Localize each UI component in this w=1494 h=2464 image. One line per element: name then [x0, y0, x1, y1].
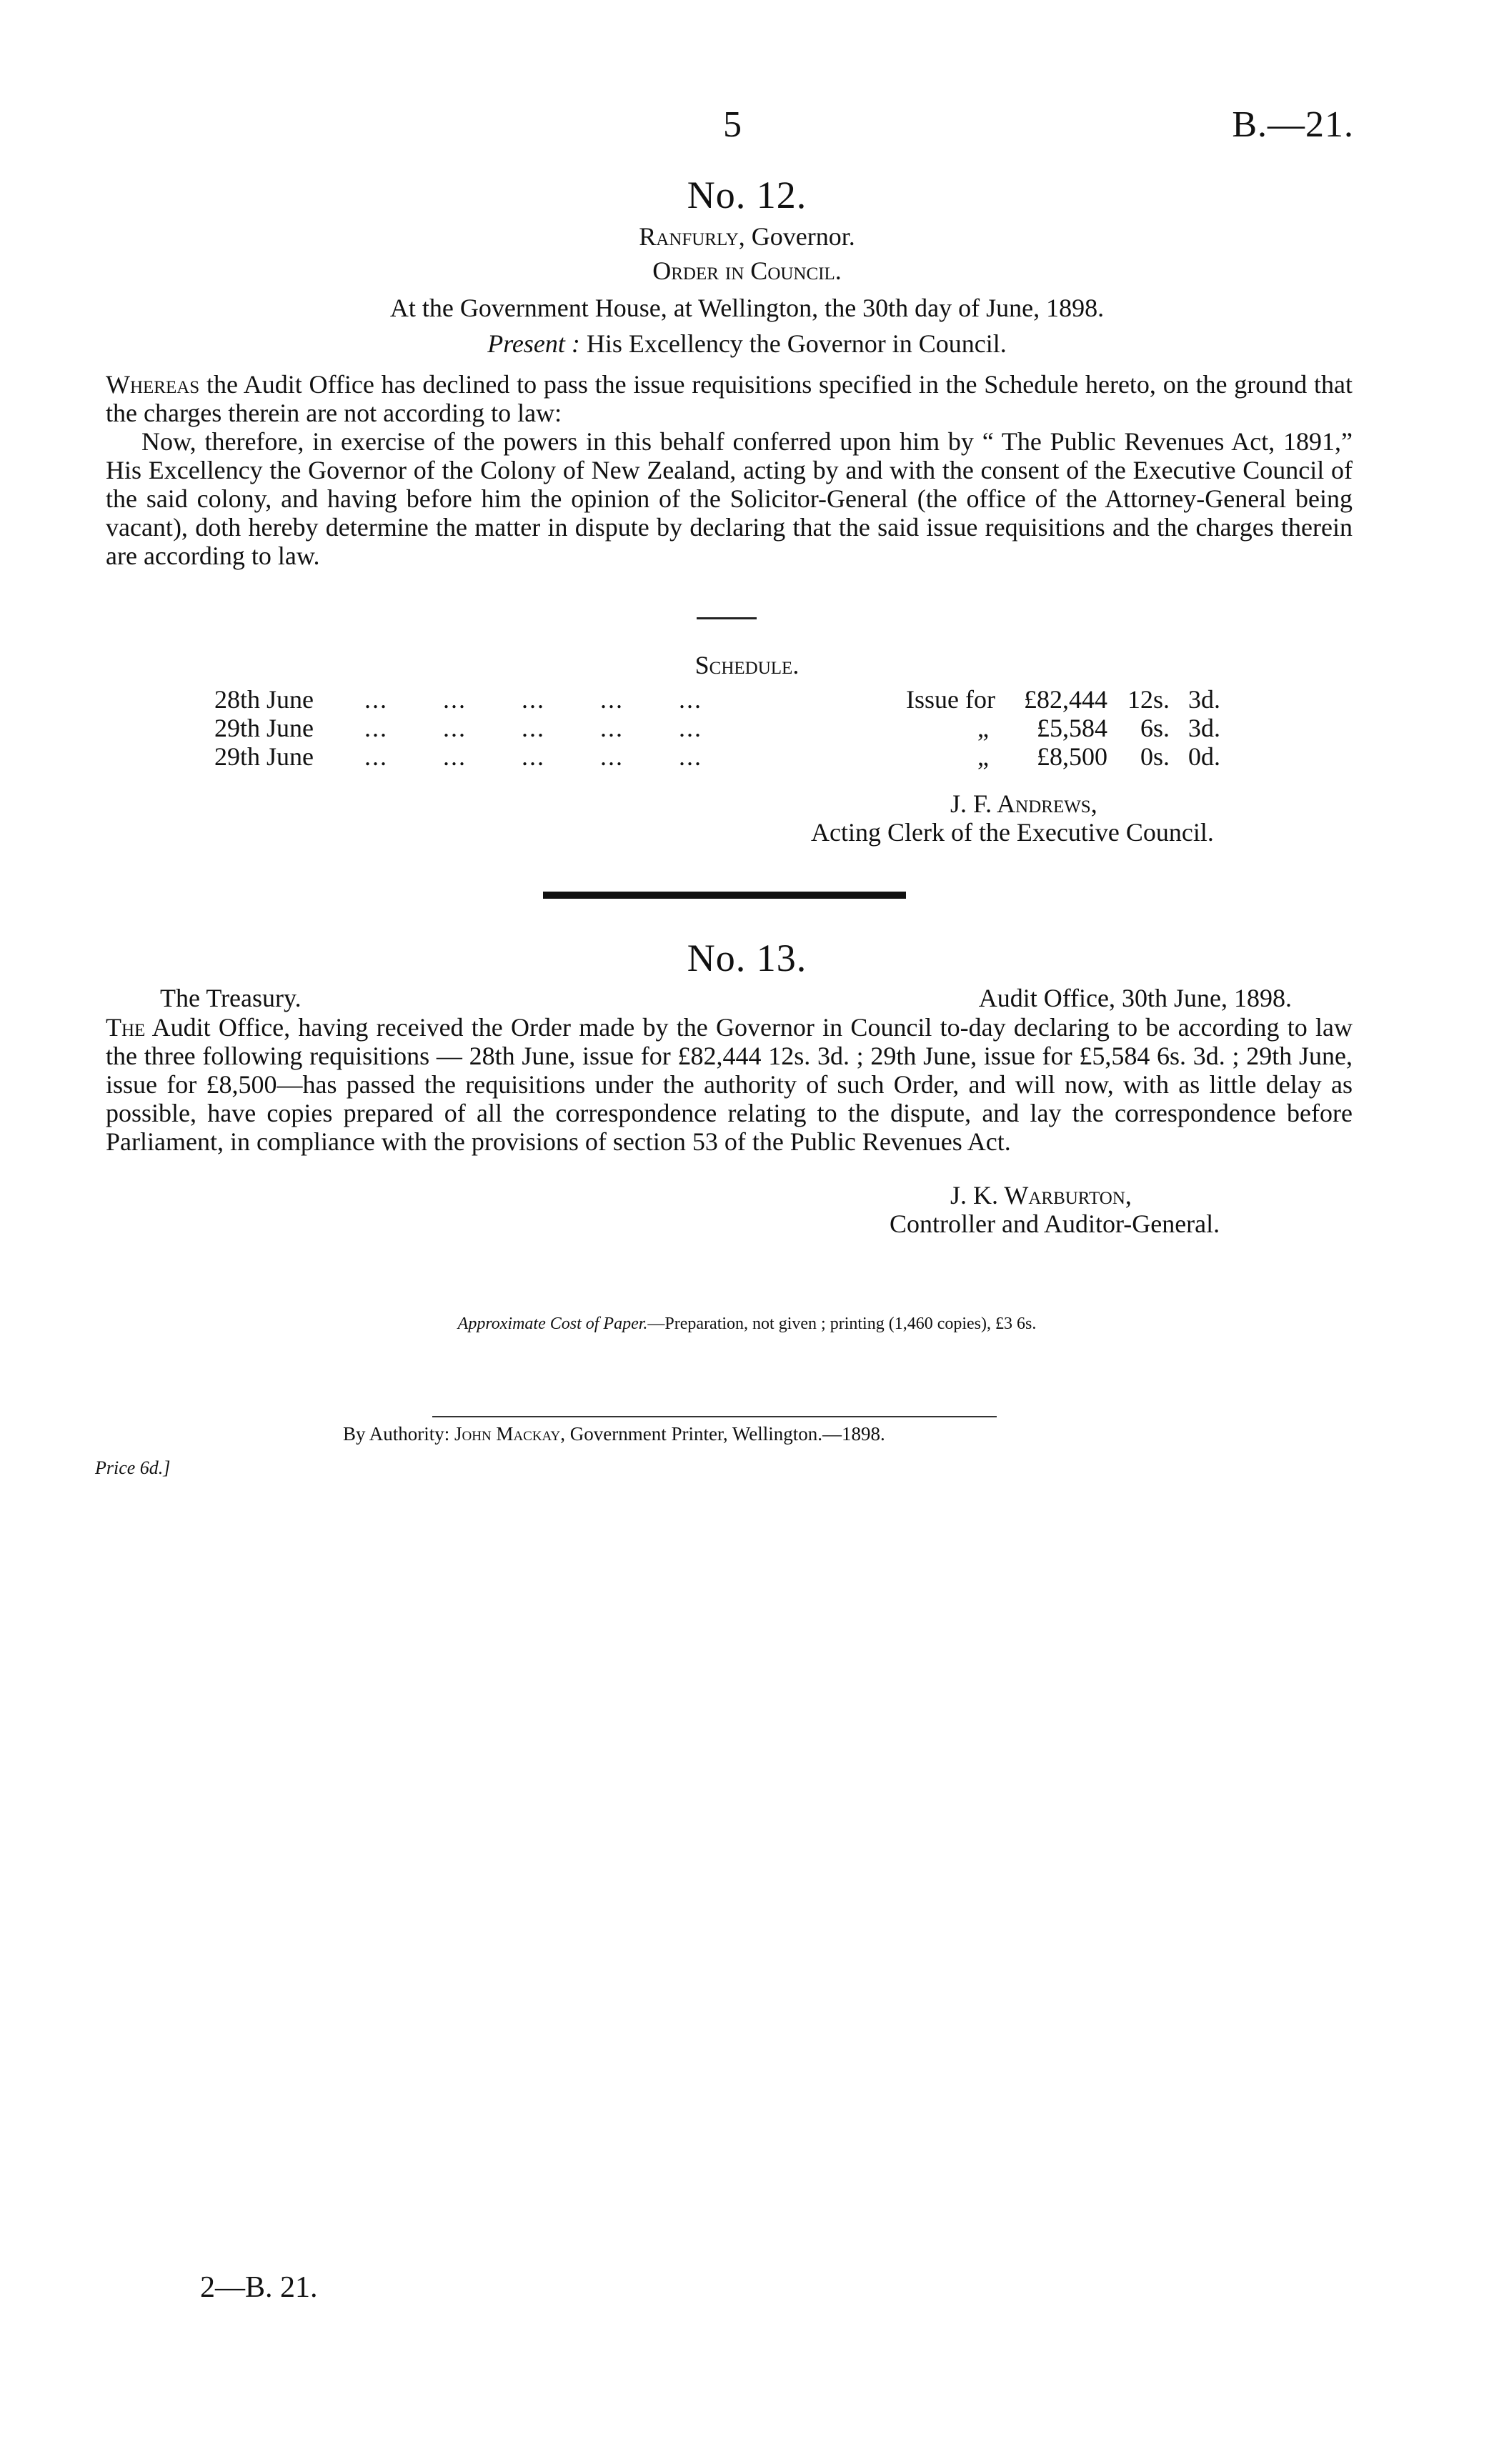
governor-line: [0, 221, 1494, 251]
schedule-pounds: £5,584: [1037, 714, 1107, 742]
schedule-pounds: £8,500: [1037, 742, 1107, 771]
signatory-title-warburton: Controller and Auditor-General.: [890, 1209, 1220, 1238]
signatory-title-andrews: Acting Clerk of the Executive Council.: [811, 818, 1214, 847]
schedule-date: 29th June: [214, 714, 314, 742]
schedule-row: [214, 684, 1250, 713]
series-number: B.—21.: [1232, 104, 1354, 145]
present-line: [0, 329, 1494, 359]
cost-line: [0, 1315, 1494, 1334]
whereas-paragraph: [106, 370, 1353, 427]
schedule-shillings: 0s.: [1140, 742, 1170, 771]
cost-text: —Preparation, not given ; printing (1,460 copies), £3 6s.: [647, 1315, 1037, 1333]
schedule-shillings: 12s.: [1127, 685, 1170, 714]
schedule-date: 29th June: [214, 742, 314, 771]
present-text: His Excellency the Governor in Council.: [586, 329, 1007, 358]
order-heading: Order in Council.: [652, 256, 842, 285]
schedule-issue: „: [977, 714, 989, 742]
schedule-heading: Schedule.: [694, 651, 800, 679]
schedule-pence: 3d.: [1188, 685, 1220, 714]
authority-prefix: By Authority:: [343, 1423, 450, 1445]
authority-line: [343, 1423, 885, 1445]
schedule-issue: „: [977, 742, 989, 771]
place-date: At the Government House, at Wellington, the 30th day of June, 1898.: [389, 294, 1105, 322]
schedule-pounds: £82,444: [1024, 685, 1107, 714]
authority-suffix: , Government Printer, Wellington.—1898.: [560, 1423, 885, 1445]
schedule-date: 28th June: [214, 685, 314, 714]
schedule-pence: 0d.: [1188, 742, 1220, 771]
governor-title: , Governor.: [738, 222, 855, 251]
price: Price 6d.]: [95, 1457, 171, 1478]
schedule-leader-dots: ... ... ... ... ...: [364, 742, 702, 771]
schedule-shillings: 6s.: [1140, 714, 1170, 742]
page-number: 5: [723, 104, 742, 145]
thick-section-rule: [543, 892, 906, 899]
whereas-word: Whereas: [106, 370, 200, 399]
no13-title: No. 13.: [687, 937, 807, 979]
footer-rule: [432, 1416, 997, 1417]
sender-date: Audit Office, 30th June, 1898.: [978, 984, 1292, 1012]
whereas-text: the Audit Office has declined to pass the issue requisitions specified in the Schedule hereto, on the ground that the charges therein are not according to law:: [106, 370, 1353, 427]
printer-name: John Mackay: [454, 1423, 561, 1445]
present-label: Present :: [487, 329, 580, 358]
schedule-leader-dots: ... ... ... ... ...: [364, 685, 702, 714]
signatory-name-andrews: J. F. Andrews,: [950, 789, 1097, 818]
the-word: The: [106, 1013, 146, 1042]
schedule-leader-dots: ... ... ... ... ...: [364, 714, 702, 742]
no13-body: [106, 1013, 1353, 1156]
schedule-row: [214, 742, 1250, 770]
now-therefore-paragraph: Now, therefore, in exercise of the powers in this behalf conferred upon him by “ The Public Revenues Act, 1891,” His Excellency the Governor of the Colony of New Zealand, acting by and with the consent of the Executive Council of the said colony, and having before him the opinion of the Solicitor-General (the office of the Attorney-General being vacant), doth hereby determine the matter in dispute by declaring that the said issue requisitions and the charges therein are according to law.: [106, 427, 1353, 570]
governor-name: Ranfurly: [639, 222, 739, 251]
schedule-issue: Issue for: [906, 685, 995, 714]
section-rule: [697, 617, 757, 619]
no12-title: No. 12.: [687, 174, 807, 216]
cost-label: Approximate Cost of Paper.: [457, 1315, 648, 1333]
schedule-pence: 3d.: [1188, 714, 1220, 742]
schedule-row: [214, 713, 1250, 742]
no13-body-text: Audit Office, having received the Order made by the Governor in Council to-day declaring to be according to law the three following requisitions — 28th June, issue for £82,444 12s. 3d. ; 29th June, issue for £5,584 6s. 3d. ; 29th June, issue for £8,500—has passed the requisitions under the authority of such Order, and will now, with as little delay as possible, have copies prepared of all the correspondence relating to the dispute, and lay the correspondence before Parliament, in compliance with the provisions of section 53 of the Public Revenues Act.: [106, 1013, 1353, 1156]
addressee: The Treasury.: [160, 984, 302, 1012]
signatory-name-warburton: J. K. Warburton,: [950, 1181, 1132, 1209]
sheet-mark: 2—B. 21.: [200, 2271, 318, 2304]
